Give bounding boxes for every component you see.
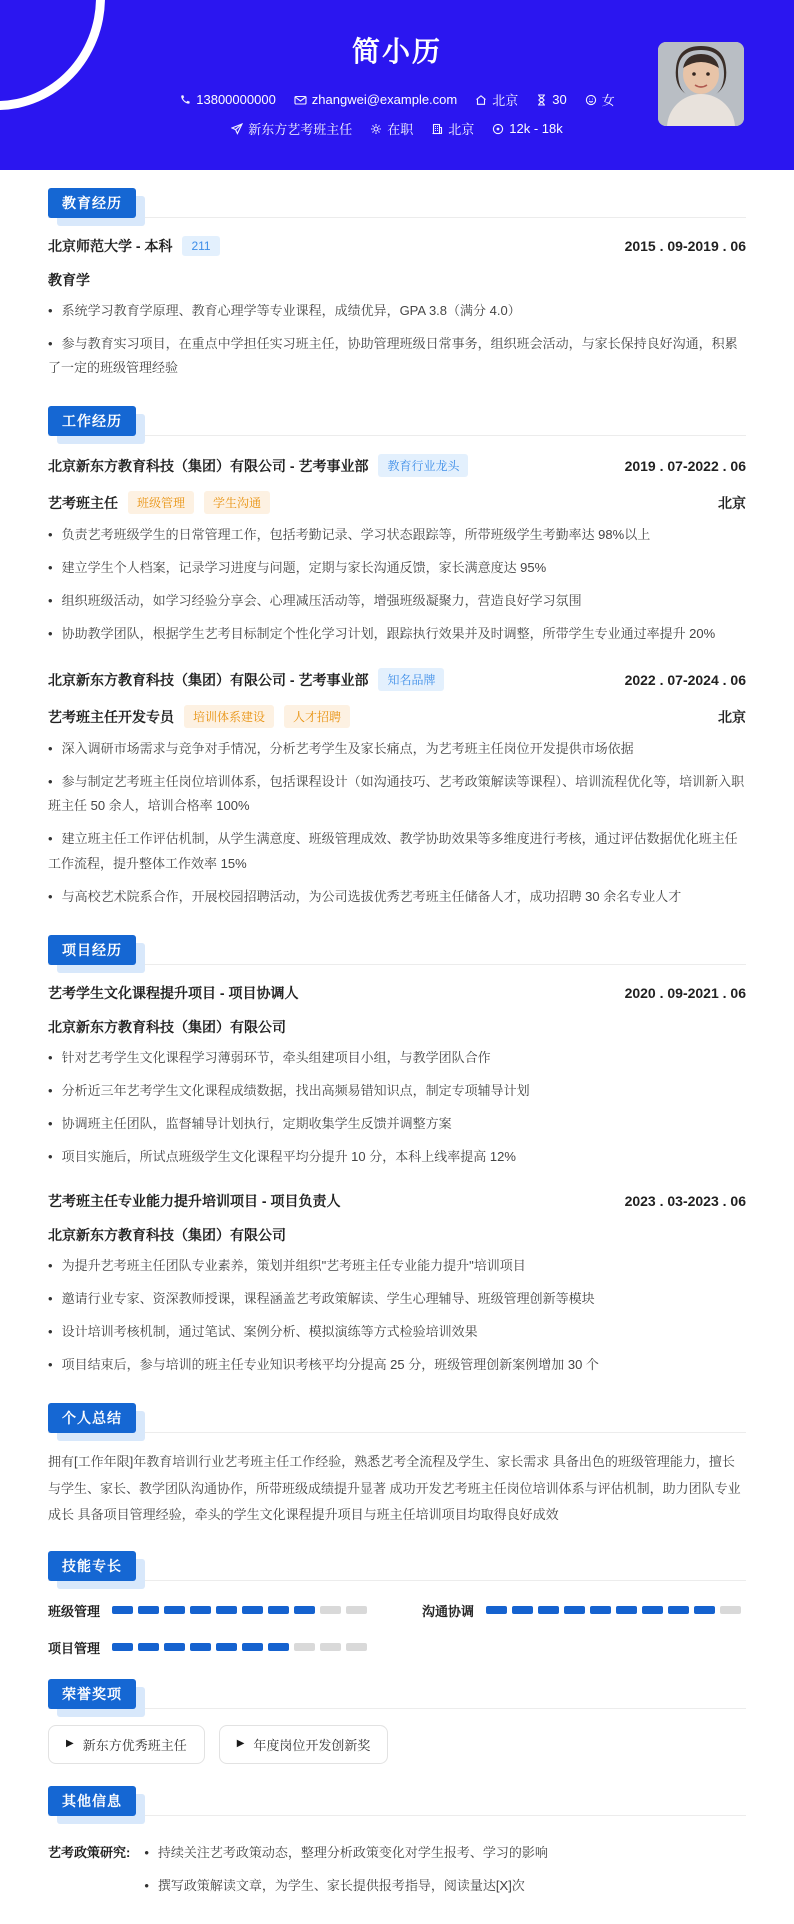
bullet-dot-icon: •	[48, 1290, 53, 1306]
project-bullet: • 为提升艺考班主任团队专业素养，策划并组织"艺考班主任专业能力提升"培训项目	[48, 1257, 526, 1273]
honors-badge	[48, 1679, 136, 1709]
other-badge	[48, 1786, 136, 1816]
job-tag: 学生沟通	[204, 491, 270, 514]
education-heading: 教育经历	[48, 188, 136, 218]
job-location: 北京	[718, 494, 746, 511]
section-header-summary	[48, 1403, 746, 1433]
bullet-dot-icon: •	[48, 560, 53, 576]
honors-heading: 荣誉奖项	[48, 1679, 136, 1709]
job-bullet: • 协助教学团队，根据学生艺考目标制定个性化学习计划，跟踪执行效果并及时调整，所带学生专业通过率提升 20%	[48, 626, 716, 642]
project-bullet: • 项目实施后，所试点班级学生文化课程平均分提升 10 分，本科上线率提高 12%	[48, 1148, 516, 1164]
job-entry-header	[48, 454, 746, 477]
status-icon	[370, 123, 382, 135]
project-bullet: • 设计培训考核机制，通过笔试、案例分析、模拟演练等方式检验培训效果	[48, 1323, 478, 1339]
job-location: 北京	[718, 708, 746, 725]
play-triangle-icon: ▶	[66, 1738, 74, 1750]
work-heading: 工作经历	[48, 406, 136, 436]
honor-item-button[interactable]	[219, 1725, 389, 1764]
phone-icon	[179, 94, 191, 106]
work-badge	[48, 406, 136, 436]
project-entry-header	[48, 1191, 746, 1211]
bullet-dot-icon: •	[48, 888, 53, 904]
honors-list	[48, 1725, 746, 1764]
skill-row-class-management	[48, 1601, 372, 1620]
other-heading: 其他信息	[48, 1786, 136, 1816]
other-info-row	[48, 1832, 746, 1898]
bullet-dot-icon: •	[48, 774, 53, 790]
section-header-work	[48, 406, 746, 436]
salary-icon	[492, 123, 504, 135]
other-bullets	[144, 1832, 746, 1898]
project-name: 艺考学生文化课程提升项目 - 项目协调人	[48, 984, 299, 1001]
education-entry-header	[48, 236, 746, 256]
bullet-dot-icon: •	[48, 593, 53, 609]
company-name: 北京新东方教育科技（集团）有限公司 - 艺考事业部	[48, 457, 369, 474]
status-item	[370, 119, 413, 138]
projects-heading: 项目经历	[48, 935, 136, 965]
summary-heading: 个人总结	[48, 1403, 136, 1433]
project-date: 2020 . 09-2021 . 06	[624, 984, 746, 1001]
bullet-dot-icon: •	[48, 1082, 53, 1098]
job-title-value: 新东方艺考班主任	[248, 122, 353, 137]
honor-label: 年度岗位开发创新奖	[253, 1737, 371, 1753]
projects-badge	[48, 935, 136, 965]
skill-row-communication	[422, 1601, 746, 1620]
bullet-dot-icon: •	[144, 1877, 149, 1893]
email-value: zhangwei@example.com	[311, 92, 458, 107]
bullet-dot-icon: •	[48, 1148, 53, 1164]
skill-level-bar	[112, 1601, 372, 1619]
company-name: 北京新东方教育科技（集团）有限公司 - 艺考事业部	[48, 671, 369, 688]
education-bullet: • 参与教育实习项目，在重点中学担任实习班主任，协助管理班级日常事务，组织班会活动，与家长保持良好沟通，积累了一定的班级管理经验	[48, 336, 738, 376]
bullet-dot-icon: •	[48, 1115, 53, 1131]
bullet-dot-icon: •	[48, 527, 53, 543]
gender-icon	[585, 94, 597, 106]
location-item	[475, 90, 518, 109]
section-header-other	[48, 1786, 746, 1816]
other-bullet: • 持续关注艺考政策动态，整理分析政策变化对学生报考、学习的影响	[144, 1844, 548, 1860]
honor-item-button[interactable]	[48, 1725, 205, 1764]
bullet-dot-icon: •	[48, 626, 53, 642]
city-icon	[431, 123, 443, 135]
school-name: 北京师范大学 - 本科	[48, 238, 173, 254]
job-bullet: • 建立班主任工作评估机制，从学生满意度、班级管理成效、教学协助效果等多维度进行考核，通过评估数据优化班主任工作流程，提升整体工作效率 15%	[48, 831, 738, 871]
status-value: 在职	[387, 122, 414, 137]
email-item	[294, 92, 457, 107]
job-bullet: • 深入调研市场需求与竞争对手情况，分析艺考学生及家长痛点，为艺考班主任岗位开发提供市场依据	[48, 741, 634, 757]
resume-header	[0, 0, 794, 170]
bullet-dot-icon: •	[48, 1323, 53, 1339]
job-position: 艺考班主任开发专员	[48, 708, 174, 725]
company-badge: 知名品牌	[378, 668, 444, 691]
education-badge	[48, 188, 136, 218]
job-bullet: • 负责艺考班级学生的日常管理工作，包括考勤记录、学习状态跟踪等，所带班级学生考勤率达 98%以上	[48, 527, 651, 543]
other-bullet: • 撰写政策解读文章，为学生、家长提供报考指导，阅读量达[X]次	[144, 1877, 525, 1893]
skills-grid	[48, 1601, 746, 1657]
project-bullet: • 项目结束后，参与培训的班主任专业知识考核平均分提高 25 分，班级管理创新案例增加 30 个	[48, 1356, 599, 1372]
honor-label: 新东方优秀班主任	[82, 1737, 187, 1753]
project-name: 艺考班主任专业能力提升培训项目 - 项目负责人	[48, 1192, 341, 1209]
skills-heading: 技能专长	[48, 1551, 136, 1581]
position-icon	[231, 123, 243, 135]
job-date: 2019 . 07-2022 . 06	[624, 457, 746, 474]
project-bullet: • 邀请行业专家、资深教师授课，课程涵盖艺考政策解读、学生心理辅导、班级管理创新等模块	[48, 1290, 595, 1306]
skills-badge	[48, 1551, 136, 1581]
profile-photo	[658, 42, 744, 126]
play-triangle-icon: ▶	[236, 1738, 245, 1750]
skill-name: 班级管理	[48, 1603, 101, 1619]
city-value: 北京	[448, 122, 475, 137]
project-company: 北京新东方教育科技（集团）有限公司	[48, 1226, 286, 1243]
bullet-dot-icon: •	[48, 1049, 53, 1065]
job-position: 艺考班主任	[48, 494, 118, 511]
section-header-skills	[48, 1551, 746, 1581]
project-company: 北京新东方教育科技（集团）有限公司	[48, 1018, 286, 1035]
education-date: 2015 . 09-2019 . 06	[624, 238, 746, 254]
job-tag: 人才招聘	[284, 705, 350, 728]
phone-item	[179, 92, 276, 107]
city-item	[431, 119, 474, 138]
skill-level-bar	[112, 1638, 372, 1656]
job-bullet: • 建立学生个人档案，记录学习进度与问题，定期与家长沟通反馈，家长满意度达 95%	[48, 560, 547, 576]
project-entry-header	[48, 983, 746, 1003]
bullet-dot-icon: •	[48, 741, 53, 757]
project-bullet: • 协调班主任团队，监督辅导计划执行，定期收集学生反馈并调整方案	[48, 1115, 452, 1131]
job-tag: 培训体系建设	[184, 705, 274, 728]
job-title-row	[48, 705, 746, 728]
job-bullet: • 组织班级活动，如学习经验分享会、心理减压活动等，增强班级凝聚力，营造良好学习氛围	[48, 593, 582, 609]
bullet-dot-icon: •	[48, 1356, 53, 1372]
company-badge: 教育行业龙头	[378, 454, 468, 477]
job-bullet: • 参与制定艺考班主任岗位培训体系，包括课程设计（如沟通技巧、艺考政策解读等课程）、培训流程优化等，培训新入职班主任 50 余人，培训合格率 100%	[48, 774, 745, 814]
resume-body	[0, 188, 794, 1924]
phone-value: 13800000000	[196, 92, 276, 107]
skill-level-bar	[486, 1601, 746, 1619]
section-header-honors	[48, 1679, 746, 1709]
salary-value: 12k - 18k	[509, 121, 563, 136]
gender-value: 女	[601, 93, 615, 108]
age-value: 30	[552, 92, 567, 107]
skill-name: 沟通协调	[422, 1603, 475, 1619]
bullet-dot-icon: •	[48, 336, 53, 352]
job-title-item	[231, 119, 352, 138]
project-date: 2023 . 03-2023 . 06	[624, 1192, 746, 1209]
section-header-projects	[48, 935, 746, 965]
age-item	[536, 92, 566, 107]
skill-name: 项目管理	[48, 1640, 101, 1656]
skill-row-project-management	[48, 1638, 372, 1657]
bullet-dot-icon: •	[48, 831, 53, 847]
bullet-dot-icon: •	[144, 1844, 149, 1860]
job-tag: 班级管理	[128, 491, 194, 514]
mail-icon	[294, 94, 307, 106]
salary-item	[492, 121, 562, 136]
summary-text: 拥有[工作年限]年教育培训行业艺考班主任工作经验，熟悉艺考全流程及学生、家长需求 具备出色的班级管理能力，擅长与学生、家长、教学团队沟通协作，所带班级成绩提升显著 成功开发艺考班主任岗位培训体系与评估机制，助力团队专业成长 具备项目管理经验，牵头的学生文化课程提升项目与班主任培训项目均取得良好成效	[48, 1453, 741, 1523]
job-title-row	[48, 491, 746, 514]
bullet-dot-icon: •	[48, 303, 53, 318]
education-bullet: • 系统学习教育学原理、教育心理学等专业课程，成绩优异，GPA 3.8（满分 4.0）	[48, 303, 521, 318]
age-icon	[536, 94, 547, 106]
summary-badge	[48, 1403, 136, 1433]
section-header-education	[48, 188, 746, 218]
resume-name: 简小历	[351, 36, 442, 67]
home-icon	[475, 94, 487, 106]
school-tier-badge: 211	[182, 236, 219, 256]
job-entry-header	[48, 668, 746, 691]
other-label: 艺考政策研究:	[48, 1844, 131, 1860]
job-bullet: • 与高校艺术院系合作，开展校园招聘活动，为公司选拔优秀艺考班主任储备人才，成功招聘 30 余名专业人才	[48, 888, 682, 904]
job-date: 2022 . 07-2024 . 06	[624, 671, 746, 688]
bullet-dot-icon: •	[48, 1257, 53, 1273]
location-value: 北京	[492, 93, 519, 108]
project-bullet: • 针对艺考学生文化课程学习薄弱环节，牵头组建项目小组，与教学团队合作	[48, 1049, 491, 1065]
major-name: 教育学	[48, 272, 90, 288]
gender-item	[585, 90, 615, 109]
project-bullet: • 分析近三年艺考学生文化课程成绩数据，找出高频易错知识点，制定专项辅导计划	[48, 1082, 530, 1098]
